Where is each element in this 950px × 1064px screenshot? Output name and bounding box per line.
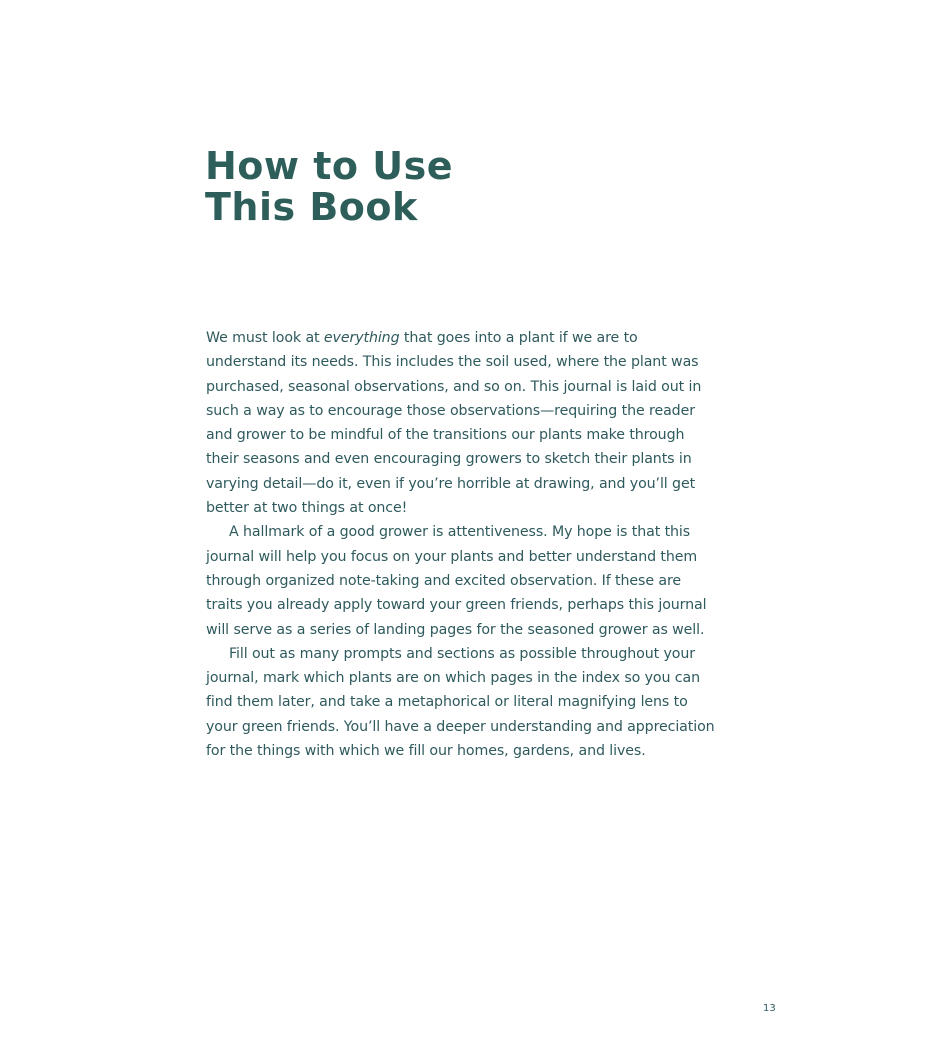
body-text	[206, 326, 718, 763]
page-number: 13	[763, 1003, 776, 1014]
paragraph-1-start: We must look at	[206, 330, 324, 346]
paragraph-1	[206, 326, 718, 520]
paragraph-3: Fill out as many prompts and sections as possible throughout your journal, mark which plants are on which pages in the index so you can find them later, and take a metaphorical or literal magnifying lens to your green friends. You’ll have a deeper understanding and appreciation for the things with which we fill our homes, gardens, and lives.	[206, 645, 715, 760]
paragraph-1-rest: that goes into a plant if we are to understand its needs. This includes the soil used, where the plant was purchased, seasonal observations, and so on. This journal is laid out in such a way as to encourage those observations—requiring the reader and grower to be mindful of the transitions our plants make through their seasons and even encouraging growers to sketch their plants in varying detail—do it, even if you’re horrible at drawing, and you’ll get better at two things at once!	[206, 330, 702, 517]
emphasis-everything: everything	[323, 330, 400, 346]
page-title-line-1: How to Use	[205, 144, 453, 188]
paragraph-2: A hallmark of a good grower is attentiveness. My hope is that this journal will help you focus on your plants and better understand them through organized note-taking and excited observation. If these are traits you already apply toward your green friends, perhaps this journal will serve as a series of landing pages for the seasoned grower as well.	[206, 524, 707, 638]
page-title-line-2: This Book	[205, 185, 418, 229]
page-title	[205, 146, 453, 228]
